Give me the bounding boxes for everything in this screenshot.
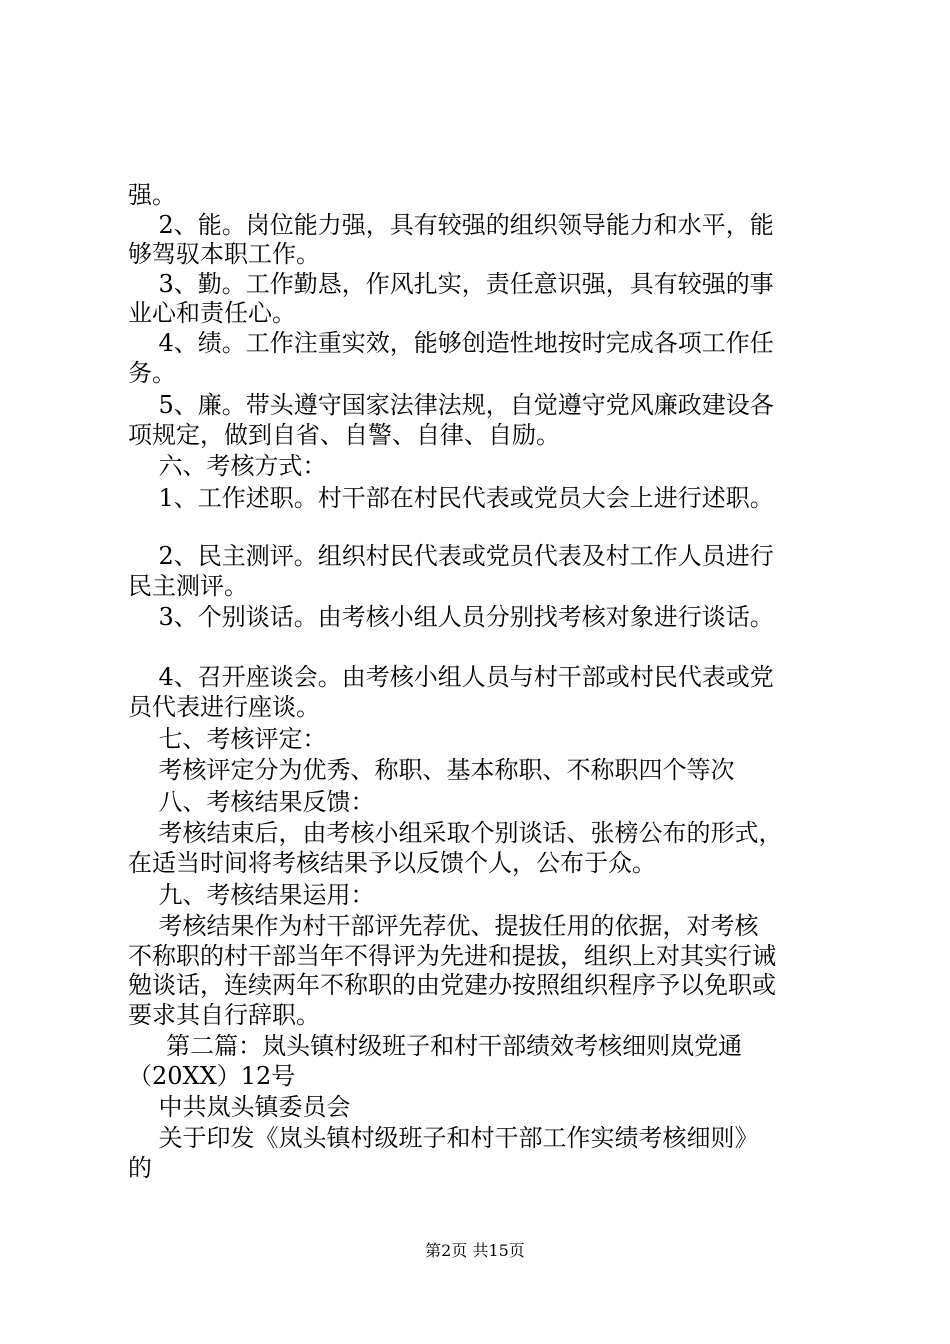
text-line: 务。 — [128, 359, 176, 387]
text-line: 3、个别谈话。由考核小组人员分别找考核对象进行谈话。 — [128, 603, 774, 631]
text-line: 够驾驭本职工作。 — [128, 240, 320, 268]
section-heading: 九、考核结果运用： — [128, 881, 375, 909]
page-number-footer: 第2页 共15页 — [425, 1241, 525, 1260]
text-line: 考核结果作为村干部评先荐优、提拔任用的依据，对考核 — [128, 912, 759, 940]
text-line: 4、召开座谈会。由考核小组人员与村干部或村民代表或党 — [128, 663, 774, 691]
text-line: 项规定，做到自省、自警、自律、自励。 — [128, 421, 560, 449]
section-heading: 八、考核结果反馈： — [128, 788, 375, 816]
text-line: 要求其自行辞职。 — [128, 1001, 320, 1029]
text-line: 强。 — [128, 181, 176, 209]
text-line: 考核评定分为优秀、称职、基本称职、不称职四个等次 — [128, 756, 735, 784]
text-line: 1、工作述职。村干部在村民代表或党员大会上进行述职。 — [128, 484, 774, 512]
text-line: 考核结束后，由考核小组采取个别谈话、张榜公布的形式， — [128, 819, 783, 847]
part-title: 第二篇：岚头镇村级班子和村干部绩效考核细则岚党通 — [128, 1032, 743, 1060]
part-title-cont: （20XX）12号 — [128, 1062, 296, 1090]
text-line: 在适当时间将考核结果予以反馈个人，公布于众。 — [128, 849, 656, 877]
text-line: 业心和责任心。 — [128, 299, 296, 327]
text-line: 3、勤。工作勤恳，作风扎实，责任意识强，具有较强的事 — [128, 270, 774, 298]
text-line: 2、民主测评。组织村民代表或党员代表及村工作人员进行 — [128, 542, 774, 570]
text-line: 2、能。岗位能力强，具有较强的组织领导能力和水平，能 — [128, 211, 774, 239]
text-line: 5、廉。带头遵守国家法律法规，自觉遵守党风廉政建设各 — [128, 391, 774, 419]
section-heading: 六、考核方式： — [128, 452, 327, 480]
text-line: 4、绩。工作注重实效，能够创造性地按时完成各项工作任 — [128, 329, 774, 357]
text-line: 不称职的村干部当年不得评为先进和提拔，组织上对其实行诫 — [128, 942, 776, 970]
text-line: 勉谈话，连续两年不称职的由党建办按照组织程序予以免职或 — [128, 971, 776, 999]
text-line: 员代表进行座谈。 — [128, 693, 320, 721]
text-line: 的 — [128, 1154, 152, 1182]
text-line: 关于印发《岚头镇村级班子和村干部工作实绩考核细则》 — [128, 1124, 759, 1152]
section-heading: 七、考核评定： — [128, 725, 327, 753]
text-line: 中共岚头镇委员会 — [128, 1093, 351, 1121]
text-line: 民主测评。 — [128, 572, 248, 600]
